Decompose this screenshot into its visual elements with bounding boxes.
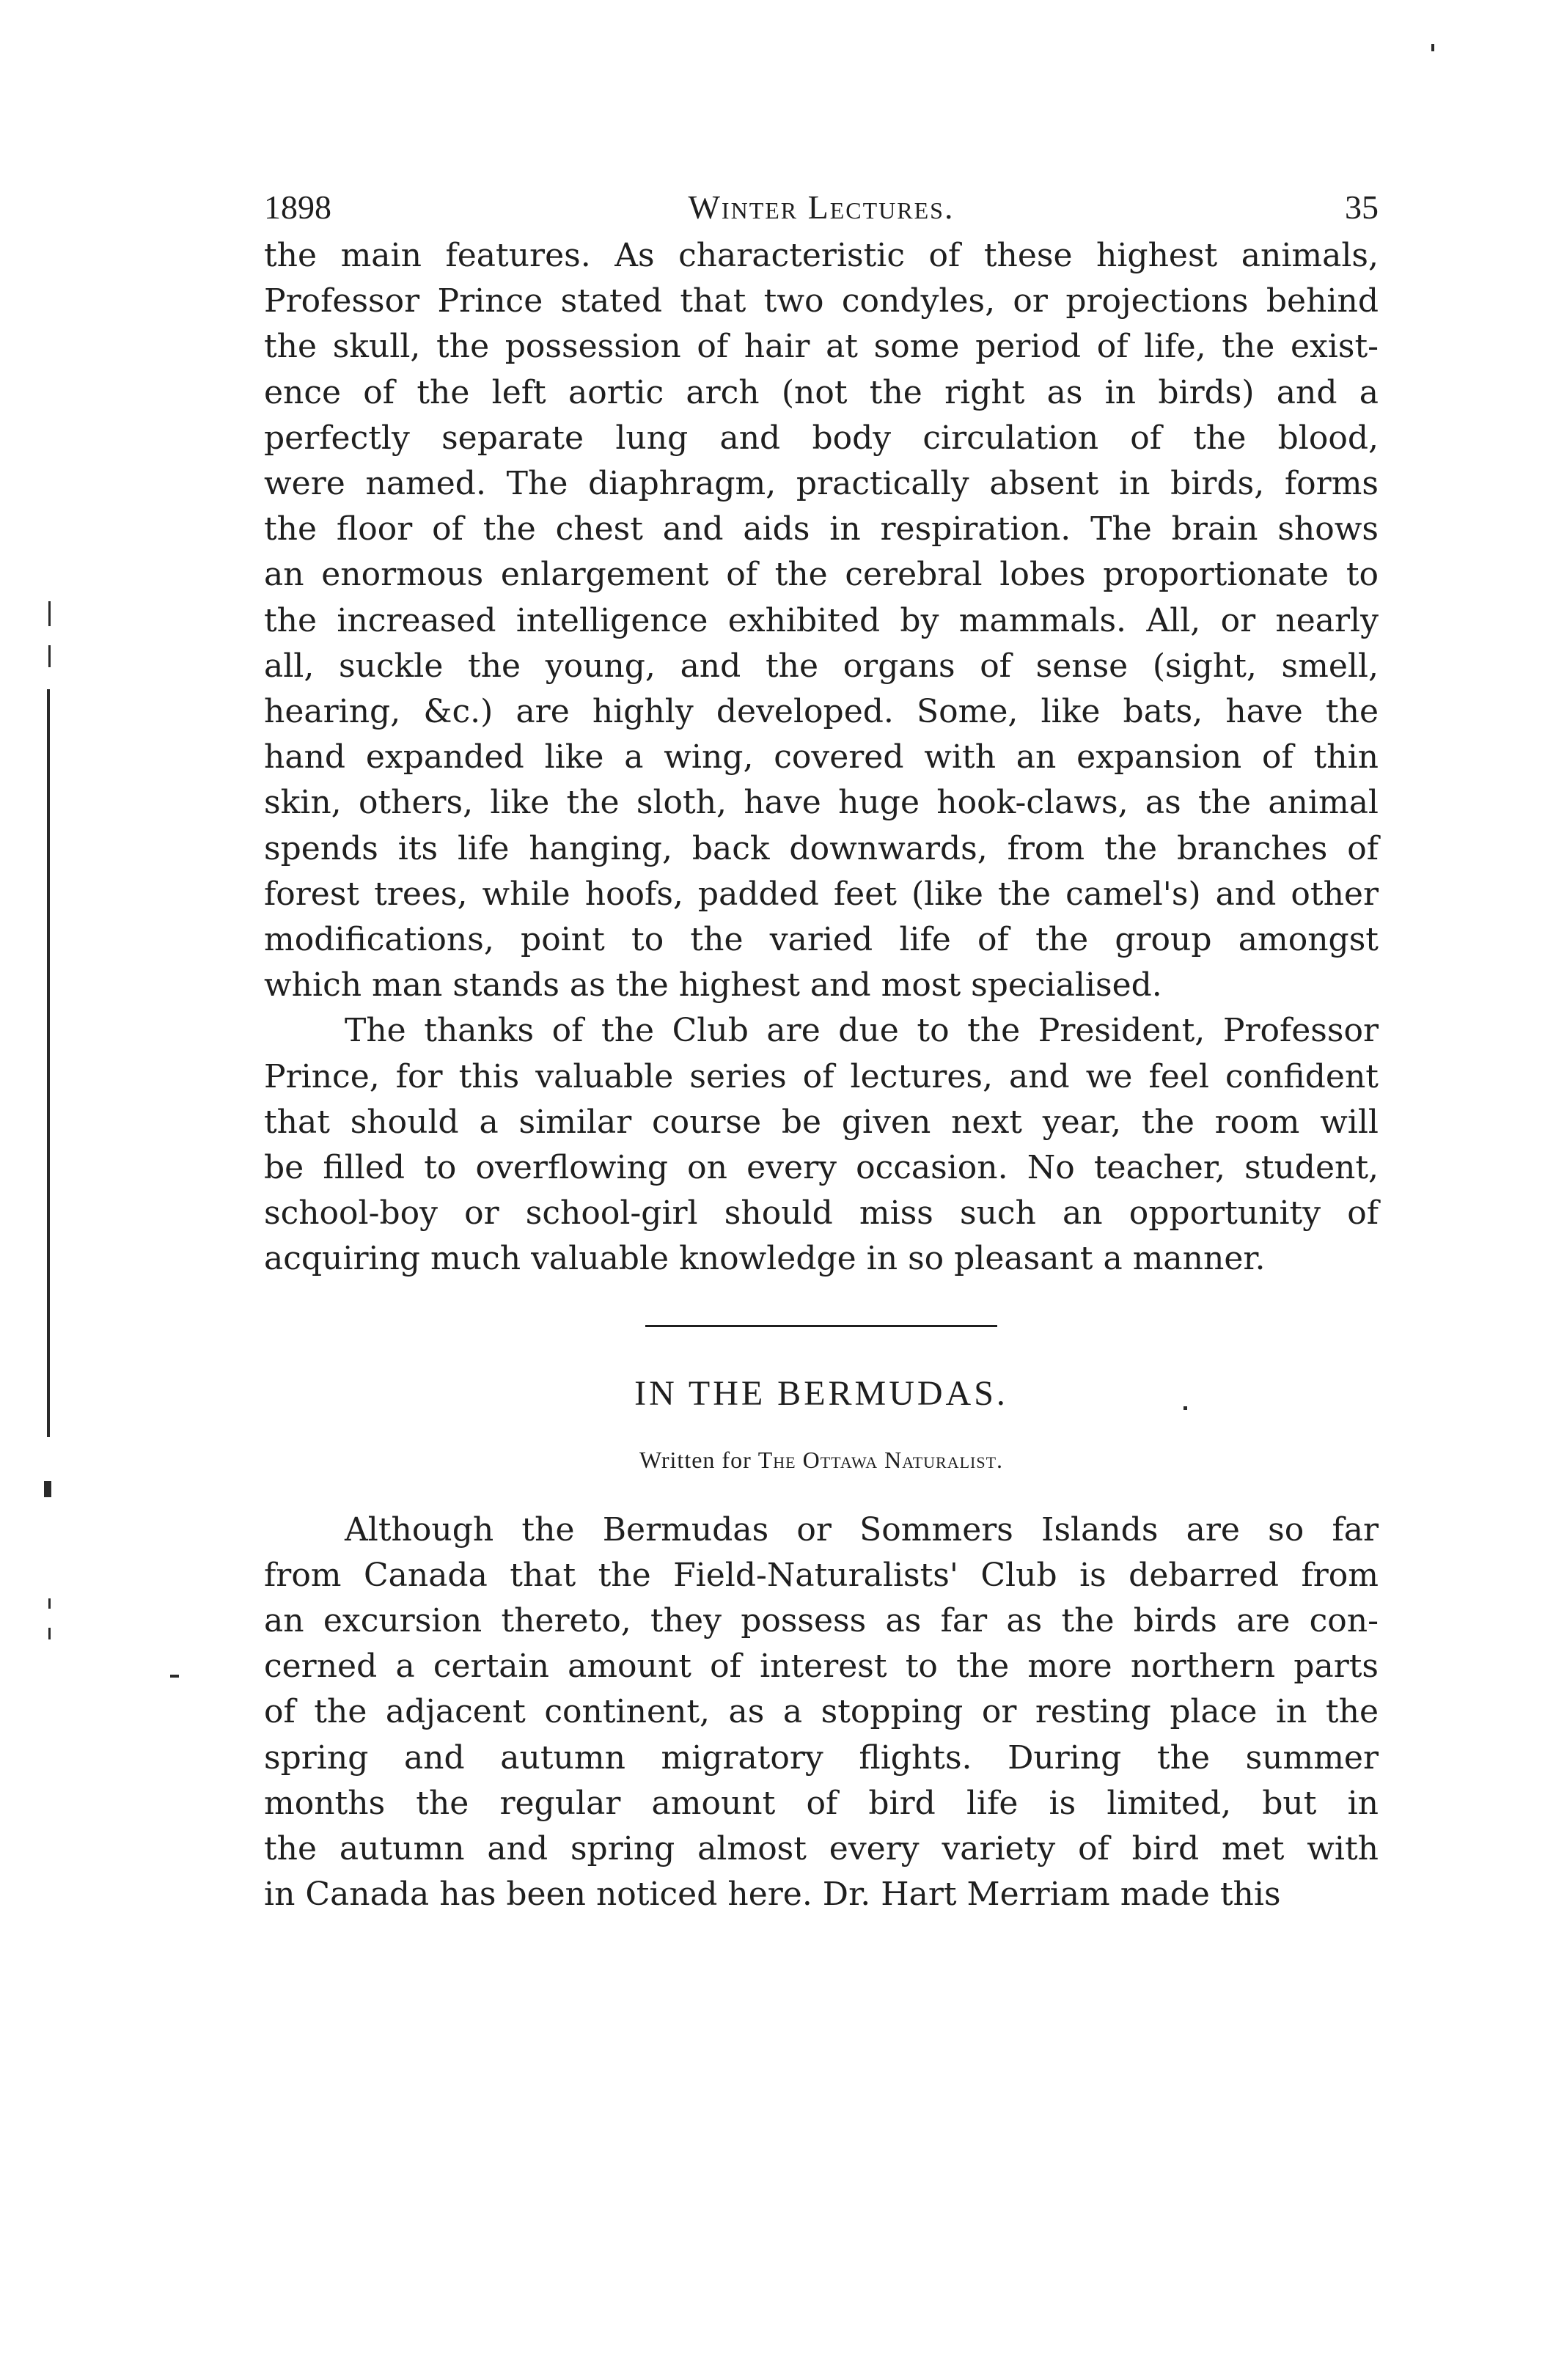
text-line: from Canada that the Field-Naturalists' Club is debarred from (264, 1556, 1379, 1594)
text-line: be filled to overflowing on every occasion. No teacher, student, (264, 1149, 1379, 1187)
text-line: an excursion thereto, they possess as far as the birds are con- (264, 1602, 1379, 1640)
byline (264, 1441, 1379, 1478)
text-line: skin, others, like the sloth, have huge hook-claws, as the animal (264, 784, 1379, 822)
text-line: Prince, for this valuable series of lectures, and we feel confident (264, 1057, 1379, 1095)
margin-speck (48, 645, 51, 667)
section-divider (645, 1325, 997, 1327)
text-line: ence of the left aortic arch (not the right as in birds) and a (264, 373, 1379, 411)
margin-speck (44, 1481, 51, 1497)
paragraph (264, 233, 1379, 1008)
text-line: modifications, point to the varied life of the group amongst (264, 921, 1379, 959)
bermuda-text (264, 1507, 1379, 1918)
text-line: in Canada has been noticed here. Dr. Hart Merriam made this (264, 1876, 1281, 1914)
section-heading: IN THE BERMUDAS. (634, 1373, 1008, 1413)
byline-source: The Ottawa Naturalist. (757, 1446, 1004, 1473)
paragraph (264, 1507, 1379, 1918)
text-line: all, suckle the young, and the organs of sense (sight, smell, (264, 647, 1379, 685)
text-line: the increased intelligence exhibited by mammals. All, or nearly (264, 601, 1379, 639)
margin-speck (48, 601, 51, 626)
byline-prefix: Written for (639, 1446, 752, 1473)
margin-speck (47, 689, 50, 1437)
margin-speck (1431, 44, 1434, 51)
paragraph (264, 1008, 1379, 1282)
text-line: spring and autumn migratory flights. During the summer (264, 1738, 1379, 1777)
text-line: Although the Bermudas or Sommers Islands are so far (345, 1510, 1379, 1549)
text-line: the main features. As characteristic of these highest animals, (264, 237, 1379, 274)
text-line: spends its life hanging, back downwards, from the branches of (264, 829, 1379, 867)
text-line: that should a similar course be given next year, the room will (264, 1103, 1379, 1141)
text-line: Professor Prince stated that two condyles, or projections behind (264, 282, 1379, 320)
text-line: The thanks of the Club are due to the President, Professor (345, 1012, 1379, 1050)
text-line: of the adjacent continent, as a stopping or resting place in the (264, 1693, 1379, 1731)
margin-speck (48, 1628, 51, 1639)
text-line: hand expanded like a wing, covered with an expansion of thin (264, 738, 1379, 776)
text-line: perfectly separate lung and body circulation of the blood, (264, 419, 1379, 457)
text-line: forest trees, while hoofs, padded feet (like the camel's) and other (264, 875, 1379, 913)
margin-speck (1183, 1406, 1187, 1410)
text-line: school-boy or school-girl should miss such an opportunity of (264, 1194, 1379, 1233)
text-line: months the regular amount of bird life is limited, but in (264, 1784, 1379, 1822)
text-line: were named. The diaphragm, practically absent in birds, forms (264, 465, 1379, 503)
margin-speck (48, 1598, 51, 1609)
header-year: 1898 (264, 188, 331, 226)
lecture-text (264, 233, 1379, 1282)
running-head (264, 182, 1379, 233)
text-line: an enormous enlargement of the cerebral lobes proportionate to (264, 556, 1379, 594)
text-line: which man stands as the highest and most specialised. (264, 966, 1162, 1004)
header-title: Winter Lectures. (688, 188, 955, 226)
text-line: acquiring much valuable knowledge in so pleasant a manner. (264, 1240, 1266, 1278)
page-number: 35 (1345, 188, 1379, 226)
margin-speck (170, 1675, 179, 1678)
book-page (264, 182, 1379, 1918)
text-line: the skull, the possession of hair at some period of life, the exist- (264, 328, 1379, 366)
text-line: the autumn and spring almost every variety of bird met with (264, 1830, 1379, 1868)
text-line: cerned a certain amount of interest to the more northern parts (264, 1648, 1379, 1686)
text-line: hearing, &c.) are highly developed. Some, like bats, have the (264, 693, 1379, 731)
text-line: the floor of the chest and aids in respiration. The brain shows (264, 510, 1379, 548)
